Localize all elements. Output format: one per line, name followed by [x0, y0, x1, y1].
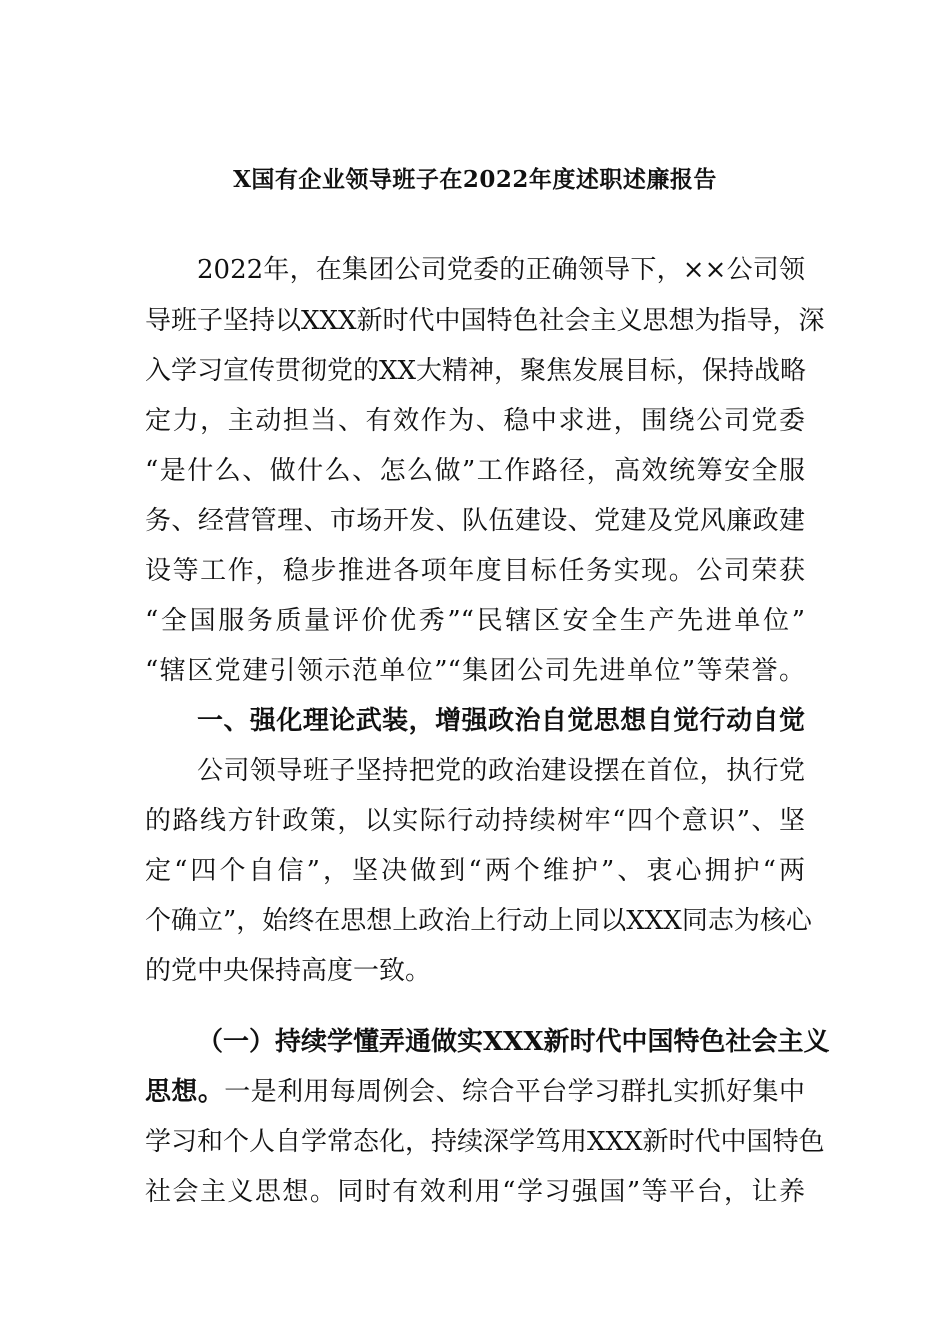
paragraph-2-line-2: 的路线方针政策，以实际行动持续树牢“四个意识”、坚 [145, 806, 805, 836]
paragraph-1-line-2: 导班子坚持以XXX新时代中国特色社会主义思想为指导，深 [145, 306, 825, 336]
subsection-1-heading: （一）持续学懂弄通做实XXX新时代中国特色社会主义 [197, 1027, 830, 1057]
paragraph-2-line-3: 定“四个自信”，坚决做到“两个维护”、衷心拥护“两 [145, 856, 805, 886]
paragraph-3-line-4: 社会主义思想。同时有效利用“学习强国”等平台，让养 [145, 1177, 805, 1207]
paragraph-3-line-2-text: 一是利用每周例会、综合平台学习群扎实抓好集中 [224, 1077, 805, 1107]
paragraph-1-line-8: “全国服务质量评价优秀”“民辖区安全生产先进单位” [145, 606, 805, 636]
paragraph-1-line-7: 设等工作，稳步推进各项年度目标任务实现。公司荣获 [145, 556, 805, 586]
paragraph-2-line-1: 公司领导班子坚持把党的政治建设摆在首位，执行党 [197, 756, 805, 786]
paragraph-1-line-9: “辖区党建引领示范单位”“集团公司先进单位”等荣誉。 [145, 656, 805, 686]
paragraph-2-line-5: 的党中央保持高度一致。 [145, 956, 432, 986]
document-title: X国有企业领导班子在2022年度述职述廉报告 [233, 166, 717, 193]
paragraph-3-line-3: 学习和个人自学常态化，持续深学笃用XXX新时代中国特色 [145, 1127, 825, 1157]
paragraph-1-line-1: 2022年，在集团公司党委的正确领导下，××公司领 [197, 255, 805, 285]
paragraph-1-line-5: “是什么、做什么、怎么做”工作路径，高效统筹安全服 [145, 456, 805, 486]
paragraph-3-line-2 [145, 1067, 805, 1117]
paragraph-2-line-4: 个确立”，始终在思想上政治上行动上同以XXX同志为核心 [145, 906, 812, 936]
subsection-1-heading-end: 思想。 [145, 1077, 225, 1107]
paragraph-1-line-3: 入学习宣传贯彻党的XX大精神，聚焦发展目标，保持战略 [145, 356, 807, 386]
paragraph-1-line-6: 务、经营管理、市场开发、队伍建设、党建及党风廉政建 [145, 506, 805, 536]
paragraph-1-line-4: 定力，主动担当、有效作为、稳中求进，围绕公司党委 [145, 406, 805, 436]
section-1-heading: 一、强化理论武装，增强政治自觉思想自觉行动自觉 [197, 706, 805, 736]
